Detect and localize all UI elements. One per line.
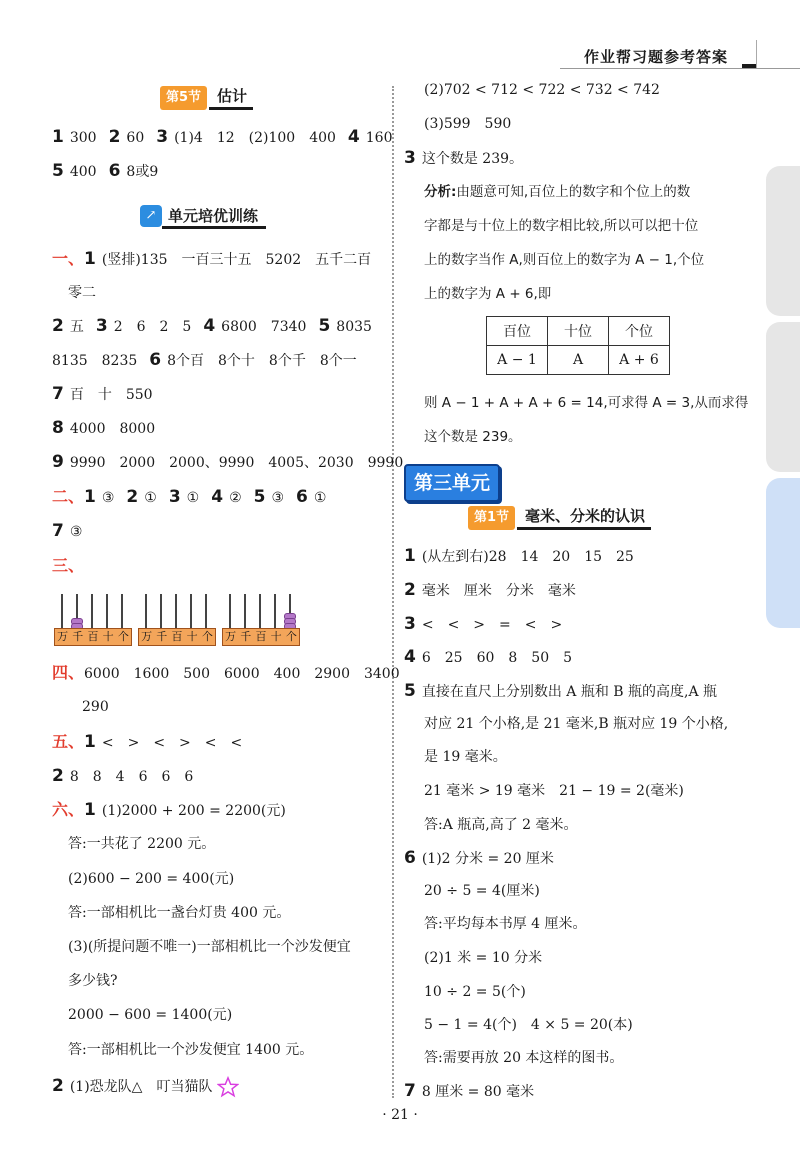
header-rule (560, 68, 800, 69)
answer-line: 7 ③ (52, 521, 83, 541)
answer-line: 6 (1)2 分米 = 20 厘米 (404, 848, 554, 868)
answer-line: 8 4000 8000 (52, 418, 156, 438)
answer-line: 答:一部相机比一个沙发便宜 1400 元。 (68, 1042, 314, 1058)
answer-line: (2)702 < 712 < 722 < 732 < 742 (424, 82, 660, 98)
table-header-cell: 百位 (487, 317, 548, 346)
section-title: 估计 (209, 86, 253, 110)
analysis-label: 分析: (424, 184, 457, 200)
answer-line: 5 − 1 = 4(个) 4 × 5 = 20(本) (424, 1017, 633, 1033)
answer-line: (2)1 米 = 10 分米 (424, 950, 543, 966)
page-header-title: 作业帮习题参考答案 (583, 48, 728, 66)
digit-place-table (486, 316, 670, 375)
answer-line: 答:一共花了 2200 元。 (68, 836, 216, 852)
answer-line: 2 毫米 厘米 分米 毫米 (404, 580, 576, 600)
abacus-2: 万 千 百 十 个 (138, 594, 216, 648)
answer-line: 1 (从左到右)28 14 20 15 25 (404, 546, 634, 566)
table-cell: A − 1 (487, 346, 548, 375)
answer-line: 零二 (68, 285, 96, 301)
answer-line: 7 8 厘米 = 80 毫米 (404, 1081, 535, 1101)
answer-line: 20 ÷ 5 = 4(厘米) (424, 883, 540, 899)
answer-line: 五、1 < > < > < < (52, 732, 243, 752)
side-tab-1 (766, 166, 800, 316)
answer-line: 3 这个数是 239。 (404, 148, 524, 168)
answer-line: 一、1 (竖排)135 一百三十五 5202 五千二百 (52, 249, 372, 269)
side-tab-2 (766, 322, 800, 472)
analysis-line: 字都是与十位上的数字相比较,所以可以把十位 (424, 218, 699, 234)
answer-line: 六、1 (1)2000 + 200 = 2200(元) (52, 800, 286, 820)
answer-line: 7 百 十 550 (52, 384, 153, 404)
answer-line: 多少钱? (68, 973, 118, 989)
answer-line: 答:平均每本书厚 4 厘米。 (424, 916, 587, 932)
chart-icon: ↗ (140, 205, 162, 227)
section-title: 毫米、分米的认识 (517, 506, 651, 530)
column-divider (392, 86, 394, 1098)
analysis-line: 上的数字为 A + 6,即 (424, 286, 552, 302)
side-tab-3 (766, 478, 800, 628)
answer-line: 是 19 毫米。 (424, 749, 507, 765)
header-divider (756, 40, 757, 68)
answer-line: 5 直接在直尺上分别数出 A 瓶和 B 瓶的高度,A 瓶 (404, 681, 718, 701)
answer-line: 2 五 3 2 6 2 5 4 6800 7340 5 8035 (52, 316, 372, 336)
section-heading-1 (468, 506, 651, 530)
table-cell: A + 6 (609, 346, 670, 375)
star-icon (217, 1076, 239, 1098)
answer-line: (3)599 590 (424, 116, 512, 132)
unit-title: 单元培优训练 (162, 207, 266, 229)
answer-line: 21 毫米 > 19 毫米 21 − 19 = 2(毫米) (424, 783, 684, 799)
answer-line: 3 < < > = < > (404, 614, 563, 634)
chapter-title: 第三单元 (404, 464, 500, 502)
answer-line: 2000 − 600 = 1400(元) (68, 1007, 233, 1023)
answer-line: (2)600 − 200 = 400(元) (68, 871, 235, 887)
answer-line: 二、1 ③ 2 ① 3 ① 4 ② 5 ③ 6 ① (52, 487, 327, 507)
abacus-3: 万 千 百 十 个 (222, 594, 300, 648)
answer-line: 四、6000 1600 500 6000 400 2900 3400 (52, 663, 400, 682)
page-number: · 21 · (382, 1107, 418, 1123)
answer-line: (3)(所提问题不唯一)一部相机比一个沙发便宜 (68, 939, 351, 955)
section-heading-5 (160, 86, 253, 110)
unit-heading (140, 205, 266, 227)
answer-line: 三、 (52, 556, 85, 575)
answer-line: 2 (1)恐龙队△ 叮当猫队 (52, 1076, 239, 1098)
answer-line: 290 (82, 699, 109, 715)
table-row (487, 346, 670, 375)
answer-line: 1 300 2 60 3 (1)4 12 (2)100 400 4 160 (52, 127, 393, 147)
analysis-line: 这个数是 239。 (424, 429, 522, 445)
analysis-line: 上的数字当作 A,则百位上的数字为 A − 1,个位 (424, 252, 705, 268)
answer-line: 8135 8235 6 8个百 8个十 8个千 8个一 (52, 350, 357, 370)
analysis-line: 则 A − 1 + A + A + 6 = 14,可求得 A = 3,从而求得 (424, 395, 749, 411)
answer-line: 9 9990 2000 2000、9990 4005、2030 9990 (52, 452, 404, 472)
answer-line: 答:需要再放 20 本这样的图书。 (424, 1050, 624, 1066)
table-row (487, 317, 670, 346)
answer-line: 4 6 25 60 8 50 5 (404, 647, 573, 667)
answer-line: 5 400 6 8或9 (52, 161, 159, 181)
chapter-heading (404, 464, 500, 502)
answer-line: 2 8 8 4 6 6 6 (52, 766, 194, 786)
answer-line: 10 ÷ 2 = 5(个) (424, 984, 526, 1000)
answer-line: 对应 21 个小格,是 21 毫米,B 瓶对应 19 个小格, (424, 716, 729, 732)
answer-line: 答:A 瓶高,高了 2 毫米。 (424, 817, 578, 833)
answer-line: 答:一部相机比一盏台灯贵 400 元。 (68, 905, 291, 921)
abacus-1: 万 千 百 十 个 (54, 594, 132, 648)
table-header-cell: 十位 (548, 317, 609, 346)
section-badge: 第1节 (468, 506, 515, 530)
table-cell: A (548, 346, 609, 375)
header-rule-accent (742, 64, 756, 68)
table-header-cell: 个位 (609, 317, 670, 346)
section-badge: 第5节 (160, 86, 207, 110)
analysis-line: 分析:由题意可知,百位上的数字和个位上的数 (424, 184, 691, 200)
